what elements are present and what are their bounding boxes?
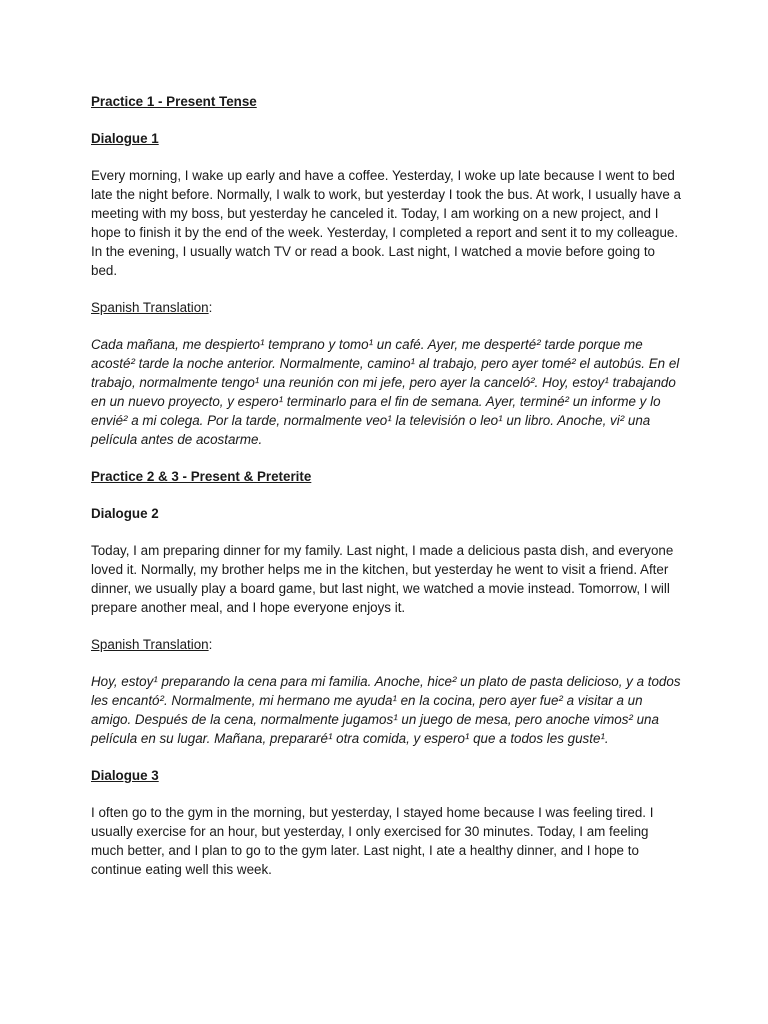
dialogue-3-english: I often go to the gym in the morning, but yesterday, I stayed home because I was feeling tired. I usually exercise for an hour, but yesterday, I only exercised for 30 minutes. Today, I am feeling much better, and I plan to go to the gym later. Last night, I ate a healthy dinner, and I hope to continue eating well this week. [91, 805, 654, 877]
dialogue-1-spanish: Cada mañana, me despierto¹ temprano y tomo¹ un café. Ayer, me desperté² tarde porque me acosté² tarde la noche anterior. Normalmente, camino¹ al trabajo, pero ayer tomé² el autobús. En el trabajo, normalmente tengo¹ una reunión con mi jefe, pero ayer la canceló². Hoy, estoy¹ trabajando en un nuevo proyecto, y espero¹ terminarlo para el fin de semana. Ayer, terminé² un informe y lo envié² a mi colega. Por la tarde, normalmente veo¹ la televisión o leo¹ un libro. Anoche, vi² una película antes de acostarme. [91, 337, 680, 447]
translation-label: Spanish Translation [91, 637, 209, 652]
dialogue-1-translation-heading [91, 298, 681, 317]
dialogue-2-spanish: Hoy, estoy¹ preparando la cena para mi familia. Anoche, hice² un plato de pasta delicioso, y a todos les encantó². Normalmente, mi hermano me ayuda¹ en la cocina, pero ayer fue² a visitar a un amigo. Después de la cena, normalmente jugamos¹ un juego de mesa, pero anoche vimos² una película en su lugar. Mañana, prepararé¹ otra comida, y espero¹ que a todos les guste¹. [91, 674, 681, 746]
dialogue-1-title: Dialogue 1 [91, 131, 159, 146]
document-page [91, 92, 681, 879]
translation-label: Spanish Translation [91, 300, 209, 315]
practice-2-3-title: Practice 2 & 3 - Present & Preterite [91, 469, 312, 484]
dialogue-2-title: Dialogue 2 [91, 506, 159, 521]
translation-colon: : [208, 637, 213, 652]
dialogue-3-title: Dialogue 3 [91, 768, 159, 783]
dialogue-1-english: Every morning, I wake up early and have a coffee. Yesterday, I woke up late because I went to bed late the night before. Normally, I walk to work, but yesterday I took the bus. At work, I usually have a meeting with my boss, but yesterday he canceled it. Today, I am working on a new project, and I hope to finish it by the end of the week. Yesterday, I completed a report and sent it to my colleague. In the evening, I usually watch TV or read a book. Last night, I watched a movie before going to bed. [91, 168, 681, 278]
dialogue-2-english: Today, I am preparing dinner for my family. Last night, I made a delicious pasta dish, and everyone loved it. Normally, my brother helps me in the kitchen, but yesterday he went to visit a friend. After dinner, we usually play a board game, but last night, we watched a movie instead. Tomorrow, I will prepare another meal, and I hope everyone enjoys it. [91, 543, 674, 615]
dialogue-2-translation-heading [91, 635, 681, 654]
practice-1-title: Practice 1 - Present Tense [91, 94, 257, 109]
translation-colon: : [208, 300, 213, 315]
